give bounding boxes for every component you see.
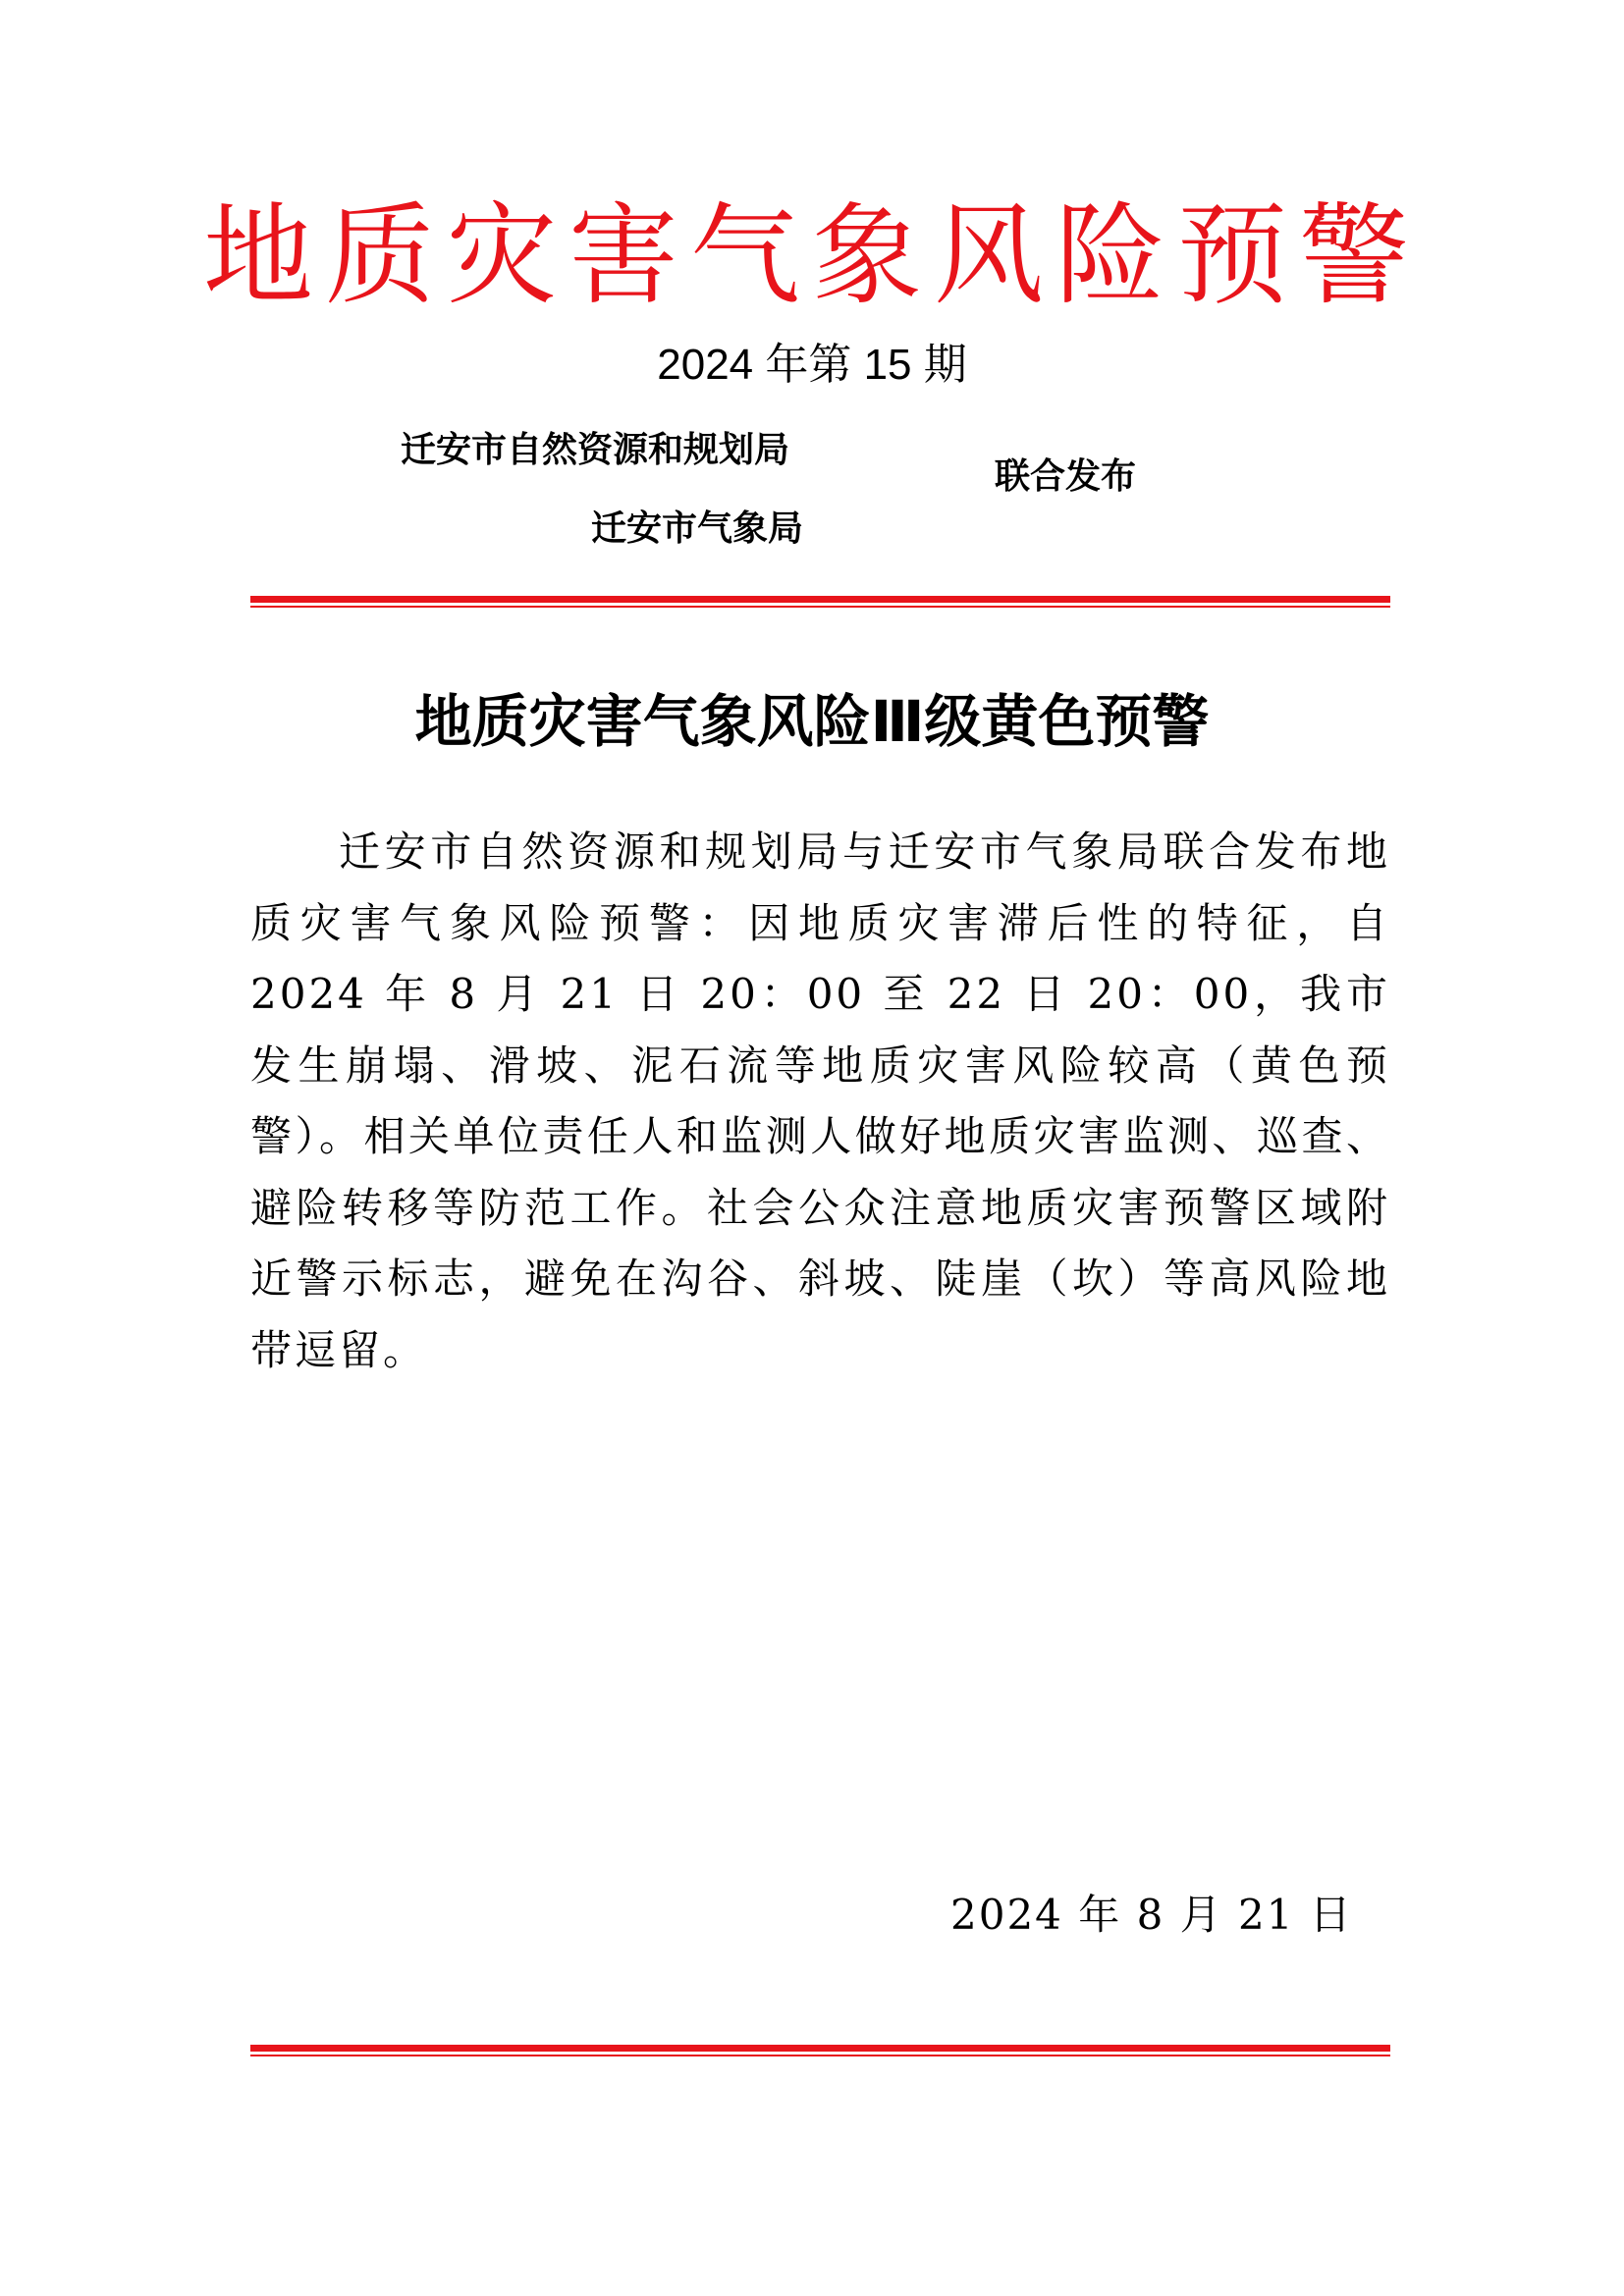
issuer-natural-resources-bureau: 迁安市自然资源和规划局 (401, 430, 790, 470)
masthead-title: 地质灾害气象风险预警 (203, 192, 1421, 320)
notice-title: 地质灾害气象风险Ⅲ级黄色预警 (414, 688, 1210, 755)
header-divider-thin (250, 606, 1390, 608)
footer-divider-thin (250, 2055, 1390, 2056)
issuer-meteorological-bureau: 迁安市气象局 (591, 508, 804, 549)
notice-body: 迁安市自然资源和规划局与迁安市气象局联合发布地质灾害气象风险预警：因地质灾害滞后性的特征，自 2024 年 8 月 21 日 20：00 至 22 日 20：00，我市发生崩塌、滑坡、泥石流等地质灾害风险较高（黄色预警）。相关单位责任人和监测人做好地质灾害监测、巡查、避险转移等防范工作。社会公众注意地质灾害预警区域附近警示标志，避免在沟谷、斜坡、陡崖（坎）等高风险地带逗留。 (250, 828, 1390, 1374)
header-divider-thick (250, 596, 1390, 603)
footer-divider-thick (250, 2045, 1390, 2052)
issue-date: 2024 年 8 月 21 日 (950, 1891, 1353, 1939)
issue-number: 2024 年第 15 期 (657, 341, 967, 389)
joint-release-label: 联合发布 (995, 456, 1137, 497)
